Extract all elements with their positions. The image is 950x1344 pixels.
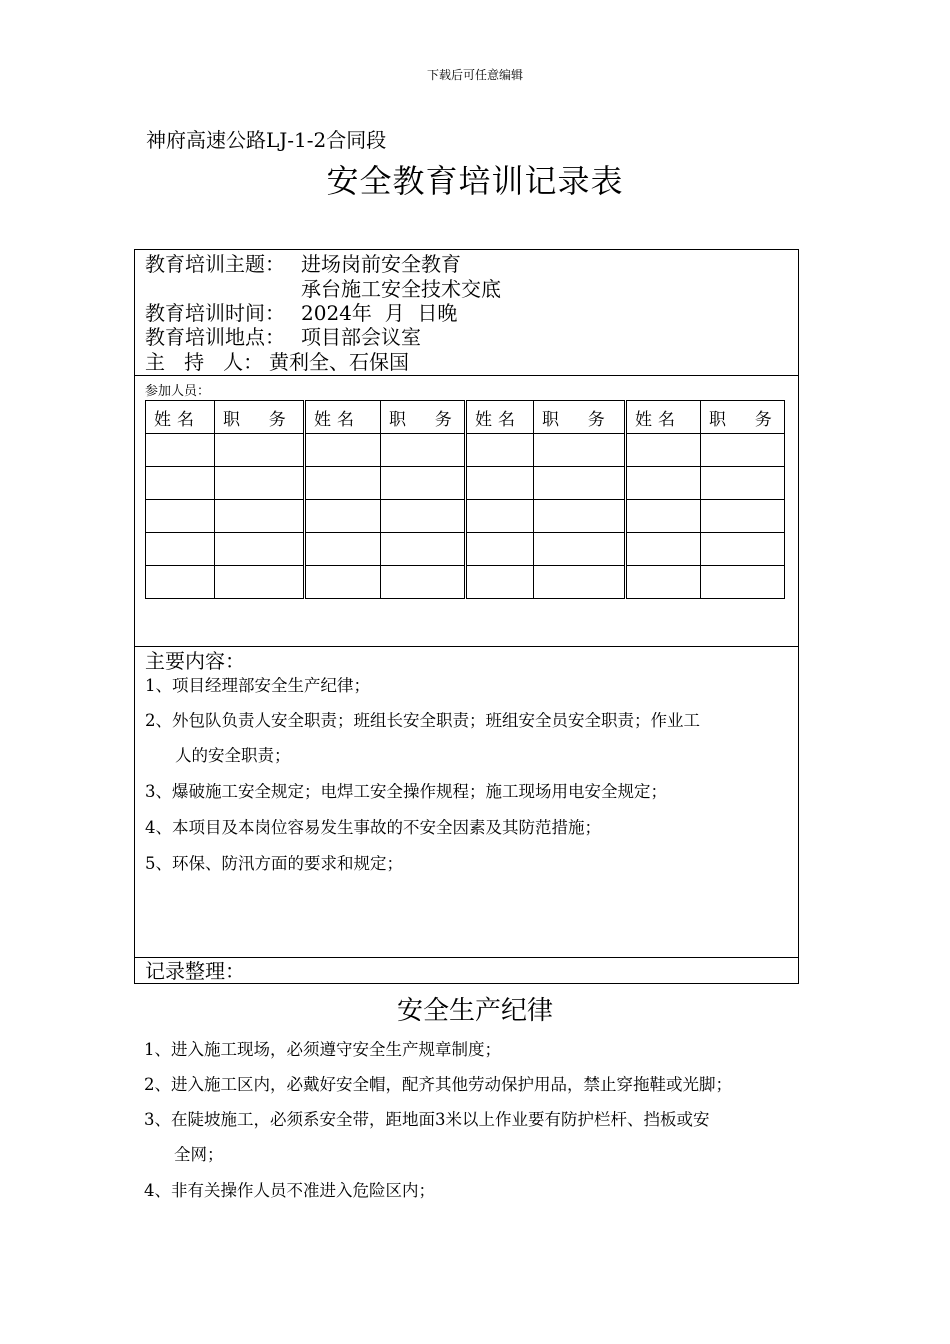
content-item-2-cont: 人的安全职责； (175, 746, 291, 765)
table-row (146, 467, 785, 500)
header-position-3: 职 务 (542, 409, 611, 430)
content-item-1: 1、项目经理部安全生产纪律； (145, 676, 370, 695)
time-value: 2024年 月 日晚 (301, 301, 458, 325)
attendees-table (145, 400, 785, 599)
content-item-3: 3、爆破施工安全规定；电焊工安全操作规程；施工现场用电安全规定； (145, 782, 667, 801)
header-position-2: 职 务 (389, 409, 458, 430)
table-row (146, 566, 785, 599)
host-label: 主 持 人： (145, 350, 264, 374)
discipline-item-1: 1、进入施工现场，必须遵守安全生产规章制度； (144, 1040, 501, 1059)
attendees-section (135, 376, 798, 647)
discipline-item-2: 2、进入施工区内，必戴好安全帽，配齐其他劳动保护用品，禁止穿拖鞋或光脚； (144, 1075, 732, 1094)
discipline-item-3-cont: 全网； (174, 1145, 224, 1164)
content-item-2: 2、外包队负责人安全职责；班组长安全职责；班组安全员安全职责；作业工 (145, 711, 700, 730)
discipline-title: 安全生产纪律 (396, 996, 553, 1026)
table-header-row (146, 401, 785, 434)
time-label: 教育培训时间： (145, 301, 285, 325)
table-row (146, 434, 785, 467)
topic-line-1: 进场岗前安全教育 (301, 252, 461, 276)
content-item-4: 4、本项目及本岗位容易发生事故的不安全因素及其防范措施； (145, 818, 601, 837)
record-form (134, 249, 799, 984)
topic-line-2: 承台施工安全技术交底 (301, 277, 501, 301)
header-name-2: 姓名 (314, 409, 360, 430)
record-section (135, 958, 798, 983)
page-title: 安全教育培训记录表 (326, 162, 624, 200)
content-item-5: 5、环保、防汛方面的要求和规定； (145, 854, 403, 873)
record-label: 记录整理： (145, 959, 245, 983)
table-row (146, 533, 785, 566)
host-value: 黄利全、石保国 (269, 350, 409, 374)
header-note: 下载后可任意编辑 (426, 68, 523, 82)
header-name-1: 姓名 (154, 409, 200, 430)
table-row (146, 500, 785, 533)
attendees-label: 参加人员： (145, 384, 211, 399)
project-name: 神府高速公路LJ-1-2合同段 (146, 128, 387, 152)
content-label: 主要内容： (145, 649, 245, 673)
training-info-section (135, 250, 798, 376)
discipline-item-4: 4、非有关操作人员不准进入危险区内； (144, 1181, 435, 1200)
header-position-4: 职 务 (709, 409, 778, 430)
header-name-3: 姓名 (475, 409, 521, 430)
header-name-4: 姓名 (635, 409, 681, 430)
discipline-item-3: 3、在陡坡施工，必须系安全带，距地面3米以上作业要有防护栏杆、挡板或安 (144, 1110, 710, 1129)
main-content-section (135, 647, 798, 958)
topic-label: 教育培训主题： (145, 252, 285, 276)
header-position-1: 职 务 (223, 409, 292, 430)
place-label: 教育培训地点： (145, 325, 285, 349)
place-value: 项目部会议室 (301, 325, 421, 349)
